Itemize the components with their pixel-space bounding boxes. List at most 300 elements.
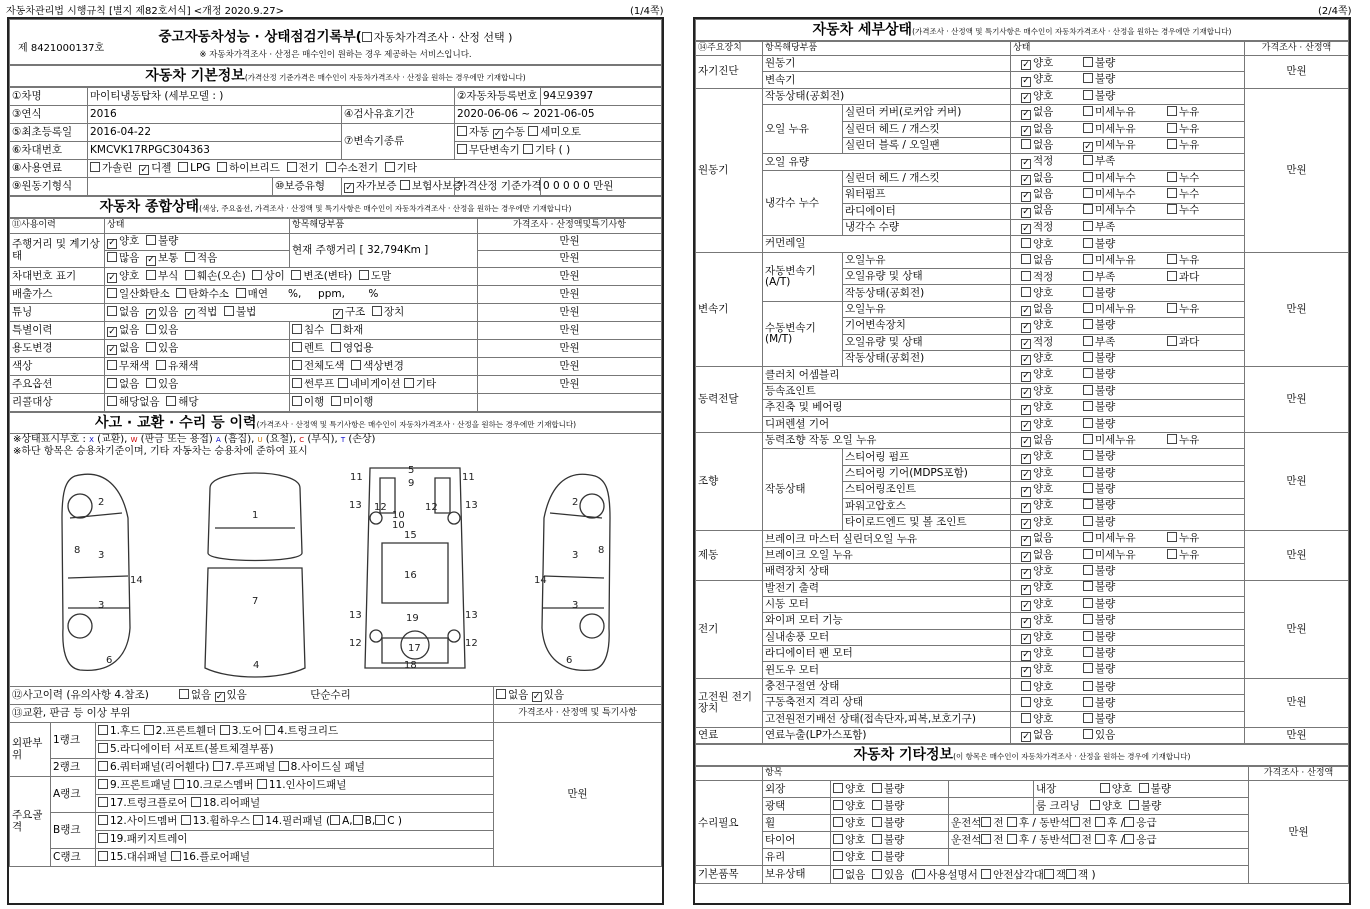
label: ⑤최초등록일	[10, 124, 88, 142]
checkbox[interactable]	[107, 396, 117, 406]
checkbox-checked[interactable]: ✓	[1022, 551, 1030, 562]
checkbox-checked[interactable]: ✓	[147, 255, 155, 266]
checkbox-checked[interactable]: ✓	[1022, 305, 1030, 316]
sub-item-label: 작동상태(공회전)	[843, 351, 1011, 367]
checkbox[interactable]	[1083, 549, 1093, 559]
status-options	[1011, 105, 1245, 121]
label: A랭크	[51, 777, 96, 813]
sub-item-label: 오일유량 및 상태	[843, 269, 1011, 285]
checkbox[interactable]	[1070, 834, 1080, 844]
checkbox[interactable]	[1083, 303, 1093, 313]
legend-line: ※하단 항목은 승용차기준이며, 기타 자동차는 승용차에 준하여 표시	[9, 446, 662, 458]
checkbox[interactable]	[236, 288, 246, 298]
checkbox-checked[interactable]: ✓	[1022, 600, 1030, 611]
price-unit: 만원	[478, 358, 662, 376]
status-options	[1011, 646, 1245, 662]
checkbox[interactable]	[1083, 631, 1093, 641]
checkbox-checked[interactable]: ✓	[1022, 322, 1030, 333]
option-label: 불량	[1095, 417, 1116, 430]
checkbox-checked[interactable]: ✓	[1022, 191, 1030, 202]
checkbox[interactable]	[353, 815, 363, 825]
checkbox[interactable]	[1083, 385, 1093, 395]
sub-item-label: 실린더 커버(로커암 커버)	[843, 105, 1011, 121]
checkbox-checked[interactable]: ✓	[493, 128, 502, 139]
checkbox[interactable]	[279, 761, 289, 771]
checkbox[interactable]	[257, 779, 267, 789]
checkbox[interactable]	[1083, 123, 1093, 133]
svg-text:12: 12	[425, 502, 438, 513]
status-options	[1011, 547, 1245, 563]
checkbox[interactable]	[331, 324, 341, 334]
label: 광택	[763, 798, 831, 815]
checkbox-checked[interactable]: ✓	[1022, 486, 1030, 497]
checkbox[interactable]	[1083, 598, 1093, 608]
checkbox[interactable]	[1083, 368, 1093, 378]
svg-text:13: 13	[349, 610, 362, 621]
checkbox-checked[interactable]: ✓	[108, 238, 116, 249]
checkbox[interactable]	[1083, 581, 1093, 591]
checkbox[interactable]	[191, 797, 201, 807]
checkbox[interactable]	[1083, 155, 1093, 165]
checkbox[interactable]	[265, 725, 275, 735]
status-options	[1011, 170, 1245, 186]
checkbox[interactable]	[1083, 647, 1093, 657]
checkbox[interactable]	[1007, 817, 1017, 827]
svg-text:11: 11	[350, 472, 363, 483]
checkbox[interactable]	[833, 869, 843, 879]
checkbox-checked[interactable]: ✓	[1022, 666, 1030, 677]
checkbox[interactable]	[1083, 729, 1093, 739]
label: 수리필요	[696, 781, 763, 866]
checkbox[interactable]	[107, 288, 117, 298]
checkbox[interactable]	[287, 162, 297, 172]
checkbox[interactable]	[833, 800, 843, 810]
checkbox-checked[interactable]: ✓	[1022, 174, 1030, 185]
table-row	[696, 105, 1349, 121]
accident-history: ⑫사고이력 (유의사항 4.참조) 없음 ✓ 있음 단순수리	[10, 687, 494, 705]
label: ⑥차대번호	[10, 142, 88, 160]
option-label: 부족	[1095, 270, 1116, 283]
checkbox-checked[interactable]: ✓	[1022, 387, 1030, 398]
option-label: 미세누유	[1095, 302, 1136, 315]
label: 가격산정 기준가격	[455, 178, 541, 196]
item-group-label: 자동변속기 (A/T)	[763, 252, 843, 301]
label: 색상	[10, 358, 105, 376]
checkbox[interactable]	[171, 851, 181, 861]
svg-text:8: 8	[598, 545, 605, 556]
status-options	[1011, 613, 1245, 629]
checkbox-checked[interactable]: ✓	[1022, 469, 1030, 480]
checkbox[interactable]	[107, 306, 117, 316]
checkbox[interactable]	[915, 869, 925, 879]
status-options	[1011, 56, 1245, 72]
option-label: 누유	[1179, 122, 1200, 135]
checkbox[interactable]	[400, 180, 410, 190]
checkbox[interactable]	[375, 815, 385, 825]
checkbox-checked[interactable]: ✓	[108, 272, 116, 283]
checkbox[interactable]	[146, 235, 156, 245]
option-label: 과다	[1179, 335, 1200, 348]
checkbox[interactable]	[1083, 681, 1093, 691]
checkbox[interactable]	[1167, 254, 1177, 264]
checkbox[interactable]	[1083, 352, 1093, 362]
checkbox[interactable]	[1167, 271, 1177, 281]
option-label: 없음	[1033, 138, 1054, 151]
option-label: 미세누수	[1095, 188, 1136, 201]
option-label: 누수	[1179, 188, 1200, 201]
checkbox[interactable]	[872, 783, 882, 793]
checkbox-checked[interactable]: ✓	[1022, 584, 1030, 595]
checkbox[interactable]	[1083, 418, 1093, 428]
label: C랭크	[51, 849, 96, 867]
checkbox[interactable]	[326, 162, 336, 172]
status-options	[1011, 400, 1245, 416]
checkbox[interactable]	[98, 725, 108, 735]
option-label: 누유	[1179, 106, 1200, 119]
checkbox-checked[interactable]: ✓	[1084, 141, 1092, 152]
checkbox[interactable]	[1167, 532, 1177, 542]
price-unit: 만원	[478, 322, 662, 340]
checkbox[interactable]	[872, 817, 882, 827]
price-unit: 만원	[1245, 678, 1349, 727]
checkbox-checked[interactable]: ✓	[140, 164, 148, 175]
checkbox-checked[interactable]: ✓	[1022, 223, 1030, 234]
checkbox[interactable]	[185, 252, 195, 262]
title-note: ※ 자동차가격조사 · 산정은 매수인이 원하는 경우 제공하는 서비스입니다.	[199, 50, 472, 60]
transmission-options: 자동 ✓ 수동 세미오토	[455, 124, 662, 142]
checkbox[interactable]	[1129, 800, 1139, 810]
checkbox[interactable]	[292, 396, 302, 406]
checkbox-checked[interactable]: ✓	[108, 344, 116, 355]
checkbox[interactable]	[1083, 90, 1093, 100]
checkbox[interactable]	[1083, 336, 1093, 346]
checkbox[interactable]	[1083, 57, 1093, 67]
checkbox-checked[interactable]: ✓	[1022, 76, 1030, 87]
svg-text:6: 6	[106, 655, 113, 666]
svg-text:1: 1	[252, 510, 259, 521]
label: ①차명	[10, 88, 88, 106]
checkbox[interactable]	[359, 270, 369, 280]
checkbox[interactable]	[1167, 188, 1177, 198]
checkbox[interactable]	[833, 817, 843, 827]
checkbox[interactable]	[1070, 817, 1080, 827]
checkbox[interactable]	[1083, 713, 1093, 723]
checkbox[interactable]	[981, 869, 991, 879]
sub-item-label: 실린더 헤드 / 개스킷	[843, 121, 1011, 137]
checkbox[interactable]	[156, 360, 166, 370]
checkbox[interactable]	[1083, 238, 1093, 248]
checkbox-checked[interactable]: ✓	[147, 308, 155, 319]
checkbox[interactable]	[1066, 869, 1076, 879]
device-name: 자기진단	[696, 56, 763, 89]
checkbox-checked[interactable]: ✓	[1022, 436, 1030, 447]
checkbox[interactable]	[181, 815, 191, 825]
checkbox[interactable]	[253, 815, 263, 825]
price-unit: 만원	[1245, 432, 1349, 530]
checkbox-checked[interactable]: ✓	[1022, 371, 1030, 382]
checkbox[interactable]	[1083, 532, 1093, 542]
checkbox-checked[interactable]: ✓	[1022, 109, 1030, 120]
checkbox[interactable]	[146, 378, 156, 388]
checkbox[interactable]	[338, 378, 348, 388]
checkbox[interactable]	[1083, 106, 1093, 116]
item-label: 구동축전지 격리 상태	[763, 695, 1011, 711]
option-label: 부족	[1095, 155, 1116, 168]
checkbox[interactable]	[1167, 204, 1177, 214]
checkbox[interactable]	[1095, 817, 1105, 827]
checkbox[interactable]	[1083, 434, 1093, 444]
status-options	[1011, 367, 1245, 383]
svg-text:10: 10	[392, 510, 405, 521]
label: 유리	[763, 849, 831, 866]
checkbox[interactable]	[833, 834, 843, 844]
checkbox[interactable]	[178, 162, 188, 172]
checkbox[interactable]	[331, 396, 341, 406]
device-name: 동력전달	[696, 367, 763, 433]
checkbox[interactable]	[1167, 139, 1177, 149]
option-label: 미세누유	[1095, 106, 1136, 119]
checkbox[interactable]	[144, 725, 154, 735]
checkbox[interactable]	[1083, 516, 1093, 526]
checkbox[interactable]	[98, 851, 108, 861]
checkbox[interactable]	[291, 270, 301, 280]
checkbox[interactable]	[1083, 565, 1093, 575]
checkbox[interactable]	[1167, 434, 1177, 444]
checkbox[interactable]	[174, 779, 184, 789]
checkbox-checked[interactable]: ✓	[1022, 404, 1030, 415]
checkbox[interactable]	[1021, 697, 1031, 707]
checkbox[interactable]	[1124, 817, 1134, 827]
option-label: 부족	[1095, 335, 1116, 348]
checkbox[interactable]	[833, 783, 843, 793]
column-header: 가격조사 · 산정액	[1245, 42, 1349, 56]
checkbox[interactable]	[330, 815, 340, 825]
checkbox[interactable]	[833, 851, 843, 861]
checkbox-checked[interactable]: ✓	[186, 308, 194, 319]
checkbox[interactable]	[523, 144, 533, 154]
checkbox[interactable]	[90, 162, 100, 172]
checkbox[interactable]	[1083, 499, 1093, 509]
item-label: 작동상태(공회전)	[763, 88, 1011, 104]
status-options	[1011, 596, 1245, 612]
checkbox[interactable]	[1083, 401, 1093, 411]
options: ✓ 양호 불량	[105, 234, 290, 251]
option-label: 양호	[1033, 581, 1054, 594]
option-label: 양호	[1033, 401, 1054, 414]
checkbox[interactable]	[457, 144, 467, 154]
checkbox-checked[interactable]: ✓	[1022, 354, 1030, 365]
item-group-label: 작동상태	[763, 449, 843, 531]
checkbox-checked[interactable]: ✓	[1022, 568, 1030, 579]
checkbox[interactable]	[292, 342, 302, 352]
price-unit: 만원	[478, 304, 662, 322]
checkbox-checked[interactable]: ✓	[1022, 650, 1030, 660]
checkbox[interactable]	[1095, 834, 1105, 844]
warranty-options: ✓ 자가보증 보험사보증	[342, 178, 455, 196]
checkbox[interactable]	[1083, 483, 1093, 493]
options: ✓ 양호 부식 훼손(오손) 상이 변조(변타) 도말	[105, 268, 478, 286]
checkbox[interactable]	[292, 324, 302, 334]
checkbox[interactable]	[98, 761, 108, 771]
checkbox-checked[interactable]: ✓	[532, 691, 541, 702]
checkbox-checked[interactable]: ✓	[1022, 125, 1030, 136]
checkbox[interactable]	[1083, 614, 1093, 624]
checkbox[interactable]	[98, 833, 108, 843]
checkbox-checked[interactable]: ✓	[1022, 453, 1030, 464]
checkbox[interactable]	[1021, 287, 1031, 297]
checkbox[interactable]	[1167, 106, 1177, 116]
checkbox[interactable]	[404, 378, 414, 388]
checkbox[interactable]	[385, 162, 395, 172]
checkbox-checked[interactable]: ✓	[108, 326, 116, 337]
checkbox[interactable]	[107, 360, 117, 370]
checkbox[interactable]	[1021, 681, 1031, 691]
item-label: 고전원전기배선 상태(접속단자,피복,보호기구)	[763, 711, 1011, 727]
checkbox[interactable]	[220, 725, 230, 735]
checkbox[interactable]	[146, 270, 156, 280]
checkbox[interactable]	[146, 324, 156, 334]
checkbox[interactable]	[1167, 303, 1177, 313]
checkbox[interactable]	[1090, 800, 1100, 810]
svg-text:13: 13	[465, 610, 478, 621]
option-label: 미세누유	[1095, 433, 1136, 446]
inspection-period: 2020-06-06 ~ 2021-06-05	[455, 106, 662, 124]
options: 19.패키지트레이	[96, 831, 494, 849]
section-title: 자동차 세부상태(가격조사 · 산정액 및 특기사항은 매수인이 자동차가격조사 · 산정을 원하는 경우에만 기재합니다)	[695, 19, 1349, 41]
checkbox[interactable]	[1083, 271, 1093, 281]
checkbox-checked[interactable]: ✓	[1022, 92, 1030, 103]
checkbox[interactable]	[1083, 319, 1093, 329]
checkbox-checked[interactable]: ✓	[1022, 617, 1030, 628]
checkbox-checked[interactable]: ✓	[1022, 59, 1030, 70]
checkbox[interactable]	[351, 360, 361, 370]
checkbox-checked[interactable]: ✓	[334, 308, 342, 319]
checkbox[interactable]	[179, 689, 189, 699]
checkbox[interactable]	[292, 378, 302, 388]
checkbox[interactable]	[217, 162, 227, 172]
option-label: 양호	[1033, 466, 1054, 479]
checkbox-checked[interactable]: ✓	[345, 182, 353, 193]
checkbox[interactable]	[457, 126, 467, 136]
checkbox[interactable]	[1007, 834, 1017, 844]
options: 양호 불량	[831, 849, 949, 866]
option-label: 불량	[1095, 499, 1116, 512]
checkbox-checked[interactable]: ✓	[1022, 338, 1030, 349]
checkbox[interactable]	[1021, 713, 1031, 723]
column-header: 항목해당부품	[763, 42, 1011, 56]
checkbox[interactable]	[1100, 783, 1110, 793]
checkbox[interactable]	[372, 306, 382, 316]
checkbox[interactable]	[98, 743, 108, 753]
checkbox[interactable]	[1167, 123, 1177, 133]
checkbox[interactable]	[1021, 238, 1031, 248]
checkbox-checked[interactable]: ✓	[1022, 518, 1030, 529]
checkbox[interactable]	[1021, 139, 1031, 149]
option-label: 없음	[1033, 548, 1054, 561]
checkbox[interactable]	[872, 869, 882, 879]
checkbox[interactable]	[107, 378, 117, 388]
checkbox[interactable]	[981, 834, 991, 844]
checkbox[interactable]	[1139, 783, 1149, 793]
checkbox[interactable]	[213, 761, 223, 771]
checkbox[interactable]	[1083, 663, 1093, 673]
checkbox[interactable]	[362, 32, 372, 42]
checkbox[interactable]	[252, 270, 262, 280]
svg-text:13: 13	[465, 500, 478, 511]
checkbox[interactable]	[98, 779, 108, 789]
checkbox[interactable]	[1167, 172, 1177, 182]
sub-item-label: 냉각수 수량	[843, 219, 1011, 235]
legend-line: ※상태표시부호 : X (교환), W (판금 또는 용접) A (흠집), U (요철), C (부식), T (손상)	[9, 434, 662, 446]
checkbox[interactable]	[1083, 254, 1093, 264]
checkbox-checked[interactable]: ✓	[1022, 158, 1030, 169]
checkbox[interactable]	[224, 306, 234, 316]
checkbox[interactable]	[98, 815, 108, 825]
checkbox-checked[interactable]: ✓	[1022, 207, 1030, 218]
sub-item-label: 스티어링조인트	[843, 482, 1011, 498]
checkbox[interactable]	[1083, 172, 1093, 182]
option-label: 불량	[1095, 597, 1116, 610]
checkbox[interactable]	[528, 126, 538, 136]
checkbox[interactable]	[496, 689, 506, 699]
checkbox[interactable]	[176, 288, 186, 298]
option-label: 미세누수	[1095, 204, 1136, 217]
option-label: 없음	[1033, 171, 1054, 184]
option-label: 누유	[1179, 138, 1200, 151]
checkbox[interactable]	[1083, 188, 1093, 198]
checkbox[interactable]	[331, 342, 341, 352]
checkbox[interactable]	[1083, 204, 1093, 214]
option-label: 양호	[1033, 56, 1054, 69]
checkbox[interactable]	[166, 396, 176, 406]
item-label: 윈도우 모터	[763, 662, 1011, 678]
checkbox[interactable]	[185, 270, 195, 280]
checkbox[interactable]	[1083, 221, 1093, 231]
checkbox[interactable]	[1083, 73, 1093, 83]
checkbox-checked[interactable]: ✓	[215, 691, 224, 702]
checkbox[interactable]	[1083, 467, 1093, 477]
checkbox[interactable]	[1167, 549, 1177, 559]
checkbox-checked[interactable]: ✓	[1022, 502, 1030, 513]
checkbox[interactable]	[1083, 697, 1093, 707]
checkbox[interactable]	[1021, 271, 1031, 281]
checkbox[interactable]	[292, 360, 302, 370]
item-label: 등속죠인트	[763, 383, 1011, 399]
checkbox[interactable]	[146, 342, 156, 352]
checkbox[interactable]	[1083, 450, 1093, 460]
svg-text:12: 12	[374, 502, 387, 513]
checkbox[interactable]	[98, 797, 108, 807]
checkbox-checked[interactable]: ✓	[1022, 420, 1030, 431]
column-header: 상태	[105, 219, 290, 234]
option-label: 불량	[1095, 581, 1116, 594]
checkbox[interactable]	[1167, 336, 1177, 346]
checkbox[interactable]	[981, 817, 991, 827]
checkbox[interactable]	[1083, 287, 1093, 297]
fuel-options: 가솔린 ✓ 디젤 LPG 하이브리드 전기 수소전기 기타	[88, 160, 662, 178]
checkbox[interactable]	[1021, 254, 1031, 264]
checkbox[interactable]	[107, 252, 117, 262]
option-label: 양호	[1033, 696, 1054, 709]
checkbox-checked[interactable]: ✓	[1022, 633, 1030, 644]
checkbox[interactable]	[872, 851, 882, 861]
checkbox-checked[interactable]: ✓	[1022, 535, 1030, 546]
checkbox-checked[interactable]: ✓	[1022, 731, 1030, 742]
checkbox[interactable]	[1044, 869, 1054, 879]
checkbox[interactable]	[872, 834, 882, 844]
checkbox[interactable]	[1124, 834, 1134, 844]
checkbox[interactable]	[872, 800, 882, 810]
